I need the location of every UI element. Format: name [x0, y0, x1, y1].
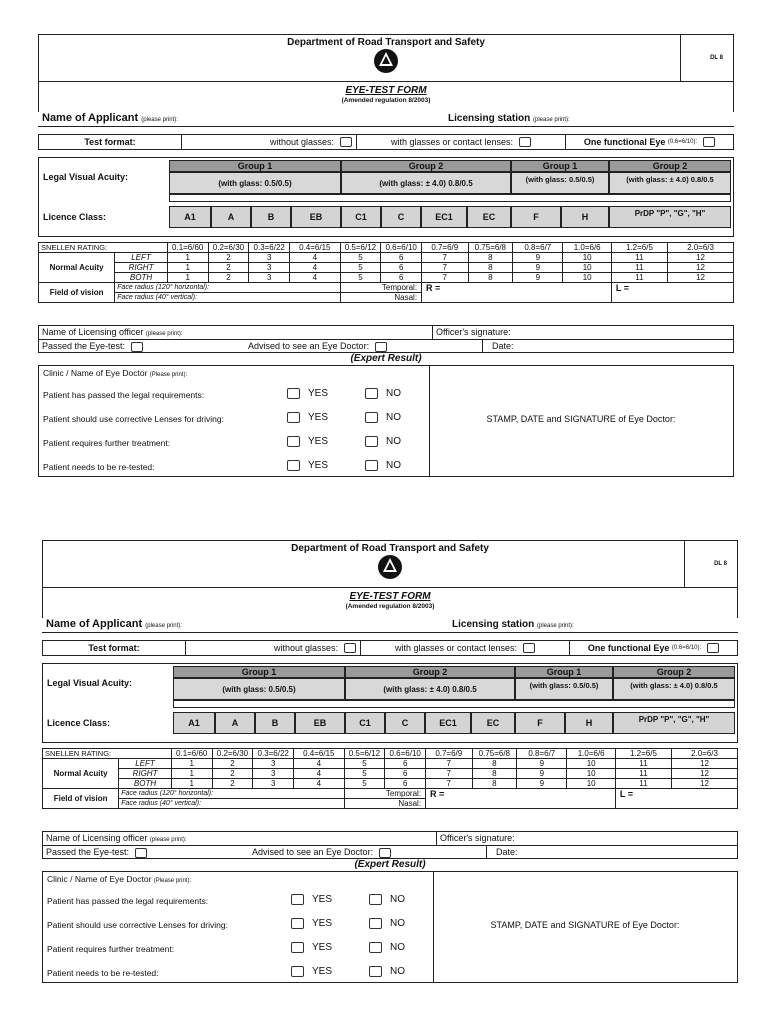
- spacer-row: [173, 700, 735, 708]
- yes-checkbox[interactable]: [291, 894, 304, 905]
- expert-result-section: [42, 871, 738, 983]
- table-row: [43, 789, 738, 799]
- legal-visual-acuity: [38, 157, 734, 237]
- form-header: [39, 35, 733, 81]
- acuity-value[interactable]: 10: [563, 263, 611, 273]
- stamp-signature-area[interactable]: STAMP, DATE and SIGNATURE of Eye Doctor:: [490, 920, 680, 930]
- row-label: BOTH: [119, 779, 172, 789]
- table-row: [43, 769, 738, 779]
- question-label: Patient requires further treatment:: [43, 438, 171, 448]
- no-checkbox[interactable]: [365, 412, 378, 423]
- acuity-value[interactable]: 2: [208, 253, 249, 263]
- yes-option[interactable]: YES: [291, 918, 332, 929]
- acuity-value[interactable]: 2: [212, 779, 253, 789]
- acuity-value[interactable]: 9: [513, 273, 563, 283]
- group-header: Group 2: [341, 160, 511, 172]
- acuity-value[interactable]: 4: [290, 273, 340, 283]
- right-eye-field[interactable]: R =: [422, 283, 612, 303]
- acuity-value[interactable]: 11: [615, 769, 671, 779]
- acuity-value[interactable]: 5: [340, 253, 381, 263]
- clinic-name-field[interactable]: Clinic / Name of Eye Doctor (Please print):: [47, 874, 192, 884]
- temporal-label: Temporal:: [340, 283, 422, 293]
- group-requirement: (with glass: ± 4.0) 0.8/0.5: [609, 172, 731, 194]
- acuity-value[interactable]: 1: [167, 273, 208, 283]
- legal-visual-acuity: [42, 663, 738, 743]
- coat-of-arms-logo-icon: [377, 554, 403, 580]
- snellen-rating-cell: 0.6=6/10: [381, 243, 422, 253]
- acuity-value[interactable]: 5: [340, 263, 381, 273]
- question-label: Patient needs to be re-tested:: [47, 968, 159, 978]
- acuity-value[interactable]: 1: [171, 779, 212, 789]
- group-header: Group 1: [515, 666, 613, 678]
- acuity-value[interactable]: 6: [381, 273, 422, 283]
- acuity-value[interactable]: 4: [290, 253, 340, 263]
- question-label: Patient requires further treatment:: [47, 944, 175, 954]
- no-option[interactable]: NO: [369, 966, 405, 977]
- licence-class-cell: F: [515, 712, 565, 734]
- snellen-rating-cell: 1.2=6/5: [611, 243, 667, 253]
- acuity-value[interactable]: 5: [344, 779, 385, 789]
- yes-option[interactable]: YES: [291, 942, 332, 953]
- no-checkbox[interactable]: [365, 388, 378, 399]
- licence-class-cell: B: [255, 712, 295, 734]
- snellen-rating-cell: 0.2=6/30: [212, 749, 253, 759]
- acuity-value[interactable]: 3: [249, 263, 290, 273]
- form-subtitle: (Amended regulation 8/2003): [345, 603, 435, 610]
- test-format-row: [42, 640, 738, 656]
- snellen-rating-cell: 0.3=6/22: [253, 749, 294, 759]
- nasal-label: Nasal:: [340, 293, 422, 303]
- licensing-officer-section: [42, 831, 738, 859]
- acuity-value[interactable]: 7: [422, 253, 468, 263]
- acuity-value[interactable]: 9: [513, 263, 563, 273]
- acuity-value[interactable]: 12: [672, 759, 738, 769]
- officer-signature-field[interactable]: Officer's signature:: [440, 833, 515, 843]
- snellen-rating-cell: 1.0=6/6: [563, 243, 611, 253]
- date-field[interactable]: Date:: [496, 847, 518, 857]
- officer-name-field[interactable]: Name of Licensing officer (please print):: [42, 327, 183, 337]
- licence-class-cell: B: [251, 206, 291, 228]
- department-title: Department of Road Transport and Safety: [291, 543, 489, 554]
- no-option[interactable]: NO: [369, 894, 405, 905]
- left-eye-field[interactable]: L =: [615, 789, 737, 809]
- licence-class-cell: A1: [173, 712, 215, 734]
- one-eye-checkbox[interactable]: [703, 137, 715, 147]
- yes-option[interactable]: YES: [291, 894, 332, 905]
- snellen-rating-cell: 1.2=6/5: [615, 749, 671, 759]
- no-option[interactable]: NO: [365, 436, 401, 447]
- row-label: RIGHT: [119, 769, 172, 779]
- with-glasses-option[interactable]: with glasses or contact lenses:: [357, 135, 566, 149]
- question-label: Patient has passed the legal requirements:: [47, 896, 209, 906]
- acuity-value[interactable]: 10: [563, 273, 611, 283]
- acuity-value[interactable]: 10: [567, 769, 615, 779]
- acuity-value[interactable]: 8: [468, 253, 513, 263]
- licence-class-cell: EB: [295, 712, 345, 734]
- acuity-value[interactable]: 12: [668, 273, 734, 283]
- without-glasses-checkbox[interactable]: [344, 643, 356, 653]
- licence-class-cell: EC1: [425, 712, 471, 734]
- yes-checkbox[interactable]: [287, 412, 300, 423]
- licence-class-cell: C1: [341, 206, 381, 228]
- licence-class-label: Licence Class:: [43, 212, 107, 222]
- coat-of-arms-logo-icon: [373, 48, 399, 74]
- yes-option[interactable]: YES: [287, 388, 328, 399]
- snellen-rating-cell: 0.4=6/15: [290, 243, 340, 253]
- row-label: LEFT: [119, 759, 172, 769]
- field-of-vision-label: Field of vision: [43, 789, 119, 809]
- yes-checkbox[interactable]: [291, 942, 304, 953]
- normal-acuity-label: Normal Acuity: [39, 253, 115, 283]
- advised-eye-doctor-option[interactable]: Advised to see an Eye Doctor:: [248, 341, 387, 352]
- snellen-rating-cell: 0.8=6/7: [513, 243, 563, 253]
- group-header: Group 1: [173, 666, 345, 678]
- acuity-value[interactable]: 7: [422, 263, 468, 273]
- acuity-value[interactable]: 1: [171, 769, 212, 779]
- snellen-label: SNELLEN RATING:: [43, 749, 172, 759]
- licence-class-cell: A: [215, 712, 255, 734]
- acuity-value[interactable]: 8: [472, 759, 517, 769]
- applicant-name-field[interactable]: Name of Applicant (please print):: [46, 618, 182, 630]
- licence-class-cell: A: [211, 206, 251, 228]
- group-requirement: (with glass: 0.5/0.5): [515, 678, 613, 700]
- table-row: [43, 759, 738, 769]
- acuity-value[interactable]: 3: [253, 759, 294, 769]
- acuity-value[interactable]: 8: [468, 263, 513, 273]
- acuity-value[interactable]: 1: [167, 263, 208, 273]
- without-glasses-checkbox[interactable]: [340, 137, 352, 147]
- temporal-label: Temporal:: [344, 789, 426, 799]
- acuity-value[interactable]: 3: [253, 779, 294, 789]
- face-radius-vertical: Face radius (40° vertical):: [119, 799, 344, 809]
- applicant-name-field[interactable]: Name of Applicant (please print):: [42, 112, 178, 124]
- form-subtitle: (Amended regulation 8/2003): [341, 97, 431, 104]
- form-header: [43, 541, 737, 587]
- no-checkbox[interactable]: [369, 894, 382, 905]
- licence-class-cell: EC: [471, 712, 515, 734]
- group-requirement: (with glass: ± 4.0) 0.8/0.5: [341, 172, 511, 194]
- acuity-value[interactable]: 12: [668, 253, 734, 263]
- acuity-label: Legal Visual Acuity:: [47, 678, 133, 688]
- acuity-value[interactable]: 5: [344, 769, 385, 779]
- officer-signature-field[interactable]: Officer's signature:: [436, 327, 511, 337]
- no-checkbox[interactable]: [369, 942, 382, 953]
- eye-test-form: [42, 540, 738, 983]
- acuity-value[interactable]: 4: [294, 769, 344, 779]
- snellen-rating: [42, 748, 738, 826]
- acuity-value[interactable]: 1: [167, 253, 208, 263]
- form-code: DL 8: [710, 55, 723, 61]
- left-eye-field[interactable]: L =: [611, 283, 733, 303]
- group-requirement: (with glass: 0.5/0.5): [169, 172, 341, 194]
- stamp-signature-area[interactable]: STAMP, DATE and SIGNATURE of Eye Doctor:: [486, 414, 676, 424]
- nasal-label: Nasal:: [344, 799, 426, 809]
- no-checkbox[interactable]: [365, 436, 378, 447]
- expert-result-section: [38, 365, 734, 477]
- group-header: Group 2: [345, 666, 515, 678]
- acuity-value[interactable]: 12: [672, 779, 738, 789]
- no-checkbox[interactable]: [369, 966, 382, 977]
- acuity-value[interactable]: 6: [381, 253, 422, 263]
- expert-result-title: (Expert Result): [350, 353, 422, 364]
- licence-class-cell: F: [511, 206, 561, 228]
- snellen-rating-cell: 0.2=6/30: [208, 243, 249, 253]
- yes-option[interactable]: YES: [287, 436, 328, 447]
- group-header: Group 2: [609, 160, 731, 172]
- face-radius-horizontal: Face radius (120° horizontal):: [115, 283, 340, 293]
- test-format-label: Test format:: [39, 135, 182, 149]
- snellen-rating-cell: 0.5=6/12: [344, 749, 385, 759]
- one-eye-checkbox[interactable]: [707, 643, 719, 653]
- with-glasses-option[interactable]: with glasses or contact lenses:: [361, 641, 570, 655]
- yes-option[interactable]: YES: [291, 966, 332, 977]
- question-label: Patient needs to be re-tested:: [43, 462, 155, 472]
- without-glasses-option[interactable]: without glasses:: [182, 135, 357, 149]
- acuity-value[interactable]: 9: [517, 759, 567, 769]
- acuity-value[interactable]: 4: [290, 263, 340, 273]
- licence-class-cell: C: [385, 712, 425, 734]
- licence-class-cell: PrDP "P", "G", "H": [613, 712, 735, 734]
- no-checkbox[interactable]: [369, 918, 382, 929]
- licence-class-cell: A1: [169, 206, 211, 228]
- one-eye-option[interactable]: One functional Eye (0.6=6/10):: [570, 641, 737, 655]
- acuity-value[interactable]: 11: [611, 263, 667, 273]
- no-option[interactable]: NO: [365, 412, 401, 423]
- licensing-station-field[interactable]: Licensing station (please print):: [452, 619, 574, 630]
- acuity-value[interactable]: 11: [615, 759, 671, 769]
- acuity-value[interactable]: 4: [294, 779, 344, 789]
- normal-acuity-label: Normal Acuity: [43, 759, 119, 789]
- group-header: Group 2: [613, 666, 735, 678]
- officer-name-field[interactable]: Name of Licensing officer (please print):: [46, 833, 187, 843]
- acuity-value[interactable]: 12: [672, 769, 738, 779]
- licence-class-cell: C: [381, 206, 421, 228]
- acuity-label: Legal Visual Acuity:: [43, 172, 129, 182]
- snellen-rating-cell: 0.75=6/8: [468, 243, 513, 253]
- yes-checkbox[interactable]: [287, 388, 300, 399]
- group-requirement: (with glass: ± 4.0) 0.8/0.5: [345, 678, 515, 700]
- yes-checkbox[interactable]: [291, 918, 304, 929]
- yes-checkbox[interactable]: [287, 436, 300, 447]
- acuity-value[interactable]: 2: [212, 759, 253, 769]
- acuity-value[interactable]: 2: [208, 273, 249, 283]
- table-row: [43, 779, 738, 789]
- group-header: Group 1: [169, 160, 341, 172]
- advised-eye-doctor-option[interactable]: Advised to see an Eye Doctor:: [252, 847, 391, 858]
- acuity-value[interactable]: 7: [422, 273, 468, 283]
- acuity-value[interactable]: 10: [563, 253, 611, 263]
- licence-class-label: Licence Class:: [47, 718, 111, 728]
- acuity-value[interactable]: 8: [472, 769, 517, 779]
- snellen-rating-cell: 0.3=6/22: [249, 243, 290, 253]
- one-eye-option[interactable]: One functional Eye (0.6=6/10):: [566, 135, 733, 149]
- acuity-value[interactable]: 9: [513, 253, 563, 263]
- licence-class-cell: EB: [291, 206, 341, 228]
- passed-eye-test-option[interactable]: Passed the Eye-test:: [42, 341, 143, 352]
- clinic-name-field[interactable]: Clinic / Name of Eye Doctor (Please print):: [43, 368, 188, 378]
- row-label: LEFT: [115, 253, 168, 263]
- with-glasses-checkbox[interactable]: [519, 137, 531, 147]
- yes-checkbox[interactable]: [287, 460, 300, 471]
- group-requirement: (with glass: 0.5/0.5): [511, 172, 609, 194]
- snellen-rating-cell: 0.8=6/7: [517, 749, 567, 759]
- right-eye-field[interactable]: R =: [426, 789, 616, 809]
- snellen-rating-cell: 0.75=6/8: [472, 749, 517, 759]
- passed-checkbox[interactable]: [131, 342, 143, 352]
- acuity-value[interactable]: 1: [171, 759, 212, 769]
- question-label: Patient should use corrective Lenses for driving:: [43, 414, 224, 424]
- snellen-rating-cell: 0.5=6/12: [340, 243, 381, 253]
- acuity-value[interactable]: 5: [340, 273, 381, 283]
- acuity-value[interactable]: 3: [253, 769, 294, 779]
- snellen-rating-cell: 0.1=6/60: [171, 749, 212, 759]
- acuity-value[interactable]: 11: [615, 779, 671, 789]
- snellen-rating-cell: 0.6=6/10: [385, 749, 426, 759]
- passed-eye-test-option[interactable]: Passed the Eye-test:: [46, 847, 147, 858]
- acuity-value[interactable]: 6: [385, 759, 426, 769]
- group-requirement: (with glass: ± 4.0) 0.8/0.5: [613, 678, 735, 700]
- with-glasses-checkbox[interactable]: [523, 643, 535, 653]
- question-label: Patient should use corrective Lenses for driving:: [47, 920, 228, 930]
- acuity-value[interactable]: 12: [668, 263, 734, 273]
- face-radius-horizontal: Face radius (120° horizontal):: [119, 789, 344, 799]
- snellen-rating-cell: 2.0=6/3: [668, 243, 734, 253]
- acuity-value[interactable]: 10: [567, 779, 615, 789]
- acuity-value[interactable]: 9: [517, 779, 567, 789]
- licence-class-cell: EC1: [421, 206, 467, 228]
- licence-class-cell: H: [565, 712, 613, 734]
- snellen-rating: [38, 242, 734, 320]
- licence-class-cell: H: [561, 206, 609, 228]
- yes-checkbox[interactable]: [291, 966, 304, 977]
- group-requirement: (with glass: 0.5/0.5): [173, 678, 345, 700]
- yes-option[interactable]: YES: [287, 412, 328, 423]
- licensing-station-field[interactable]: Licensing station (please print):: [448, 113, 570, 124]
- acuity-value[interactable]: 6: [381, 263, 422, 273]
- no-option[interactable]: NO: [365, 388, 401, 399]
- acuity-value[interactable]: 7: [426, 769, 472, 779]
- table-row: [39, 263, 734, 273]
- licence-class-cell: C1: [345, 712, 385, 734]
- expert-result-title: (Expert Result): [354, 859, 426, 870]
- acuity-value[interactable]: 11: [611, 253, 667, 263]
- licence-class-cell: PrDP "P", "G", "H": [609, 206, 731, 228]
- acuity-value[interactable]: 7: [426, 779, 472, 789]
- group-header: Group 1: [511, 160, 609, 172]
- snellen-rating-cell: 0.1=6/60: [167, 243, 208, 253]
- snellen-rating-cell: 0.7=6/9: [422, 243, 468, 253]
- acuity-value[interactable]: 6: [385, 769, 426, 779]
- test-format-label: Test format:: [43, 641, 186, 655]
- acuity-value[interactable]: 3: [249, 253, 290, 263]
- no-option[interactable]: NO: [365, 460, 401, 471]
- snellen-label: SNELLEN RATING:: [39, 243, 168, 253]
- without-glasses-option[interactable]: without glasses:: [186, 641, 361, 655]
- advised-checkbox[interactable]: [375, 342, 387, 352]
- acuity-value[interactable]: 5: [344, 759, 385, 769]
- snellen-rating-cell: 0.4=6/15: [294, 749, 344, 759]
- table-row: [39, 253, 734, 263]
- department-title: Department of Road Transport and Safety: [287, 37, 485, 48]
- acuity-value[interactable]: 8: [472, 779, 517, 789]
- form-code: DL 8: [714, 561, 727, 567]
- snellen-rating-cell: 0.7=6/9: [426, 749, 472, 759]
- acuity-value[interactable]: 10: [567, 759, 615, 769]
- spacer-row: [169, 194, 731, 202]
- form-title: EYE-TEST FORM: [345, 85, 427, 96]
- acuity-value[interactable]: 2: [208, 263, 249, 273]
- eye-test-form: [38, 34, 734, 477]
- advised-checkbox[interactable]: [379, 848, 391, 858]
- no-option[interactable]: NO: [369, 942, 405, 953]
- snellen-rating-cell: 1.0=6/6: [567, 749, 615, 759]
- acuity-value[interactable]: 2: [212, 769, 253, 779]
- licensing-officer-section: [38, 325, 734, 353]
- passed-checkbox[interactable]: [135, 848, 147, 858]
- no-option[interactable]: NO: [369, 918, 405, 929]
- question-label: Patient has passed the legal requirements:: [43, 390, 205, 400]
- form-title: EYE-TEST FORM: [349, 591, 431, 602]
- field-of-vision-label: Field of vision: [39, 283, 115, 303]
- test-format-row: [38, 134, 734, 150]
- acuity-value[interactable]: 8: [468, 273, 513, 283]
- acuity-value[interactable]: 4: [294, 759, 344, 769]
- snellen-rating-cell: 2.0=6/3: [672, 749, 738, 759]
- no-checkbox[interactable]: [365, 460, 378, 471]
- acuity-value[interactable]: 3: [249, 273, 290, 283]
- yes-option[interactable]: YES: [287, 460, 328, 471]
- row-label: RIGHT: [115, 263, 168, 273]
- licence-class-cell: EC: [467, 206, 511, 228]
- acuity-value[interactable]: 11: [611, 273, 667, 283]
- date-field[interactable]: Date:: [492, 341, 514, 351]
- acuity-value[interactable]: 9: [517, 769, 567, 779]
- row-label: BOTH: [115, 273, 168, 283]
- table-row: [39, 283, 734, 293]
- acuity-value[interactable]: 7: [426, 759, 472, 769]
- acuity-value[interactable]: 6: [385, 779, 426, 789]
- face-radius-vertical: Face radius (40° vertical):: [115, 293, 340, 303]
- table-row: [39, 273, 734, 283]
